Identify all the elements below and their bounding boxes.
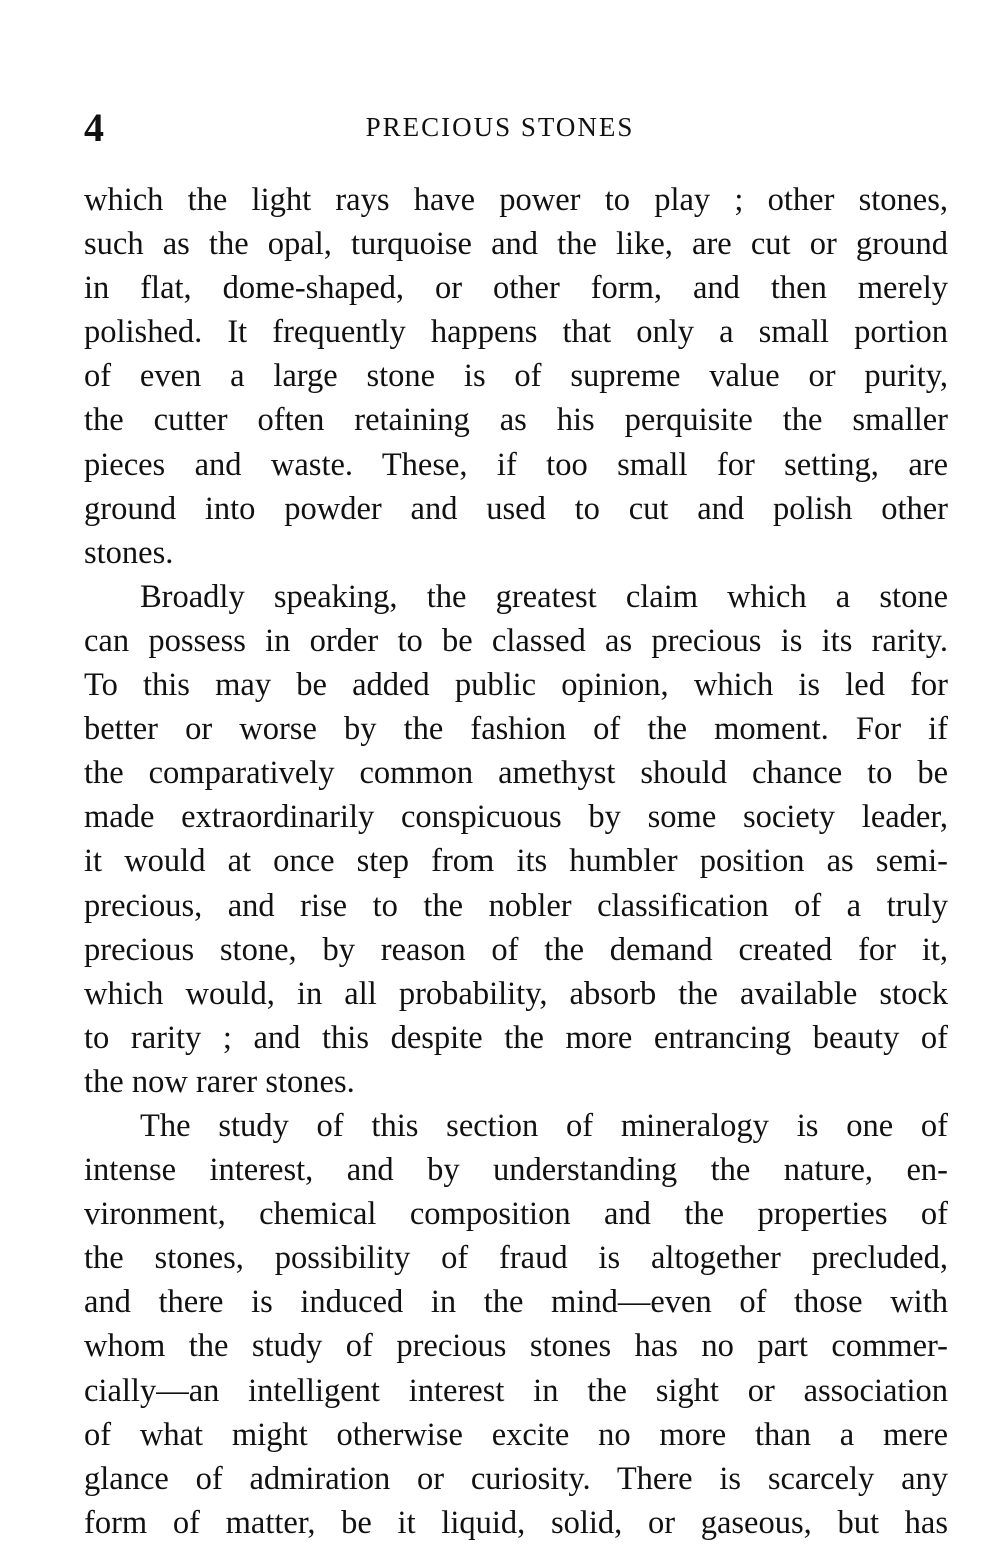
text-line: in flat, dome-shaped, or other form, and then merely [84,270,948,307]
text-line: cially—an intelligent interest in the sight or association [84,1372,948,1409]
text-line: the now rarer stones. [84,1063,355,1100]
text-line: ground into powder and used to cut and polish other [84,490,948,527]
text-line: which the light rays have power to play ; other stones, [84,182,948,218]
running-head: PRECIOUS STONES [365,112,635,142]
text-line: which would, in all probability, absorb the available stock [84,975,948,1012]
text-line: better or worse by the fashion of the moment. For if [84,711,948,748]
text-line: precious, and rise to the nobler classification of a truly [84,887,948,924]
text-line: whom the study of precious stones has no part commer- [84,1328,948,1365]
text-line: precious stone, by reason of the demand created for it, [84,931,948,968]
text-line: vironment, chemical composition and the properties of [84,1196,948,1233]
text-line: the cutter often retaining as his perquisite the smaller [84,402,948,439]
text-line: glance of admiration or curiosity. There is scarcely any [84,1460,948,1497]
text-line: it would at once step from its humbler position as semi- [84,843,948,880]
text-line: of even a large stone is of supreme value or purity, [84,358,948,395]
text-line: form of matter, be it liquid, solid, or gaseous, but has [84,1504,948,1541]
text-line: Broadly speaking, the greatest claim which a stone [140,578,948,615]
text-line: and there is induced in the mind—even of those with [84,1284,948,1321]
text-line: intense interest, and by understanding the nature, en- [84,1152,948,1189]
text-line: To this may be added public opinion, which is led for [84,667,948,704]
text-line: of what might otherwise excite no more than a mere [84,1416,948,1453]
text-line: pieces and waste. These, if too small for setting, are [84,446,948,483]
text-line: the comparatively common amethyst should chance to be [84,755,948,792]
text-line: The study of this section of mineralogy is one of [140,1107,948,1144]
text-line: such as the opal, turquoise and the like, are cut or ground [84,226,948,263]
text-line: the stones, possibility of fraud is altogether precluded, [84,1240,948,1277]
text-line: polished. It frequently happens that only a small portion [84,314,948,351]
page-number: 4 [84,105,104,150]
body-text [84,178,948,1545]
text-line: made extraordinarily conspicuous by some society leader, [84,799,948,836]
text-line: to rarity ; and this despite the more entrancing beauty of [84,1019,948,1056]
text-line: can possess in order to be classed as precious is its rarity. [84,622,948,659]
text-line: stones. [84,534,174,571]
